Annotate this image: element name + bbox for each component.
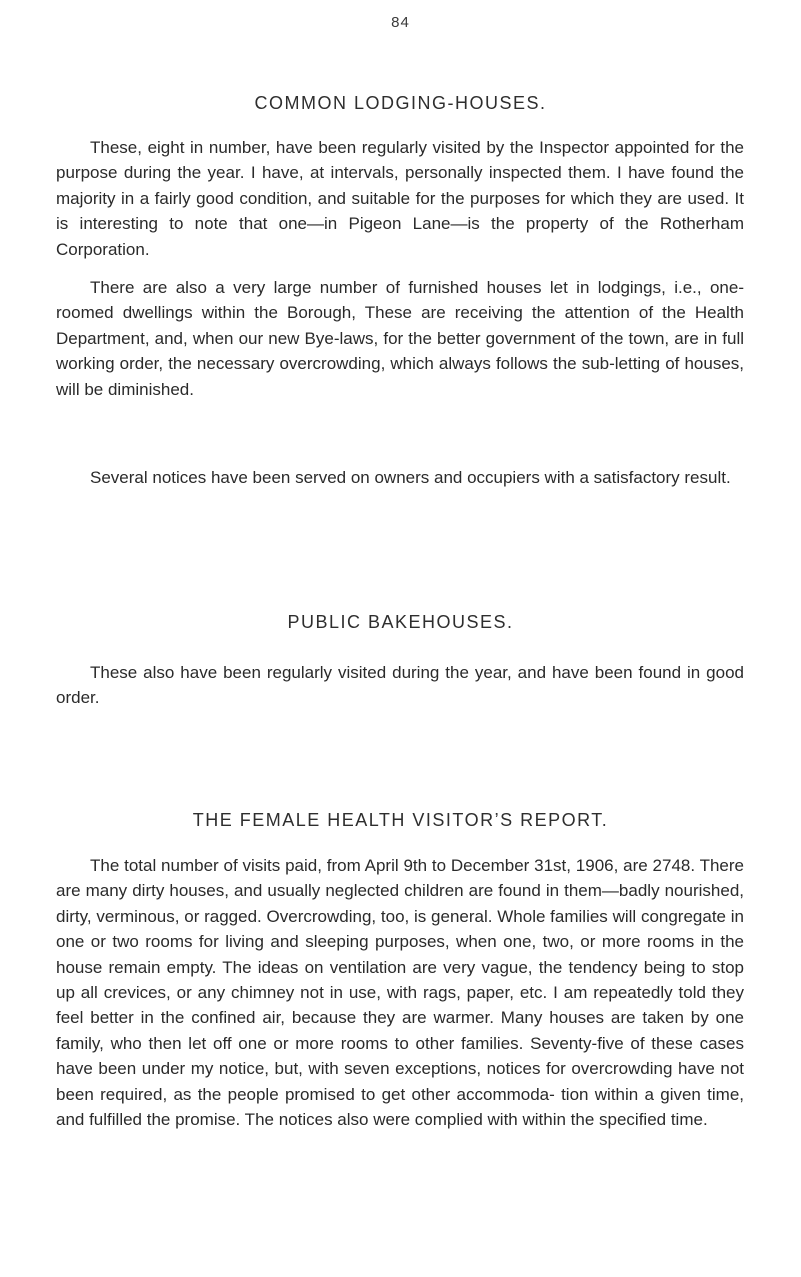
paragraph-bakehouses: These also have been regularly visited during the year, and have been found in good order. <box>56 663 744 708</box>
page-number: 84 <box>391 14 410 31</box>
section-heading-female-health-visitor-report: THE FEMALE HEALTH VISITOR’S REPORT. <box>192 810 609 830</box>
section-heading-public-bakehouses: PUBLIC BAKEHOUSES. <box>287 612 514 632</box>
paragraph-lodging-houses-inspection: These, eight in number, have been regularly visited by the Inspector appointed for the purpose during the year. I have, at intervals, personally inspected them. I have found the majority in a fairly good condition, and suitable for the purposes for which they are used. It is interesting to note that one—in Pigeon Lane—is the property of the Rotherham Corporation. <box>56 138 744 259</box>
paragraph-notices-served: Several notices have been served on owners and occupiers with a satisfactory result. <box>90 468 731 487</box>
paragraph-health-visitor-report: The total number of visits paid, from April 9th to December 31st, 1906, are 2748. There are many dirty houses, and usually neglected children are found in them—badly nourished, dirty, verminous, or ragged. Overcrowding, too, is general. Whole families will congregate in one or two rooms for living and sleeping purposes, when one, two, or more rooms in the house remain empty. The ideas on ventilation are very vague, the tendency being to stop up all crevices, or any chimney not in use, with rags, paper, etc. I am repeatedly told they feel better in the confined air, because they are warmer. Many houses are taken by one family, who then let off one or more rooms to other families. Seventy-five of these cases have been under my notice, but, with seven exceptions, notices for overcrowding have not been required, as the people promised to get other accommoda- tion within a given time, and fulfilled the promise. The notices also were complied with within the specified time. <box>56 856 744 1130</box>
paragraph-furnished-houses: There are also a very large number of furnished houses let in lodgings, i.e., one-roomed dwellings within the Borough, These are receiving the attention of the Health Department, and, when our new Bye-laws, for the better government of the town, are in full working order, the necessary overcrowding, which always follows the sub-letting of houses, will be diminished. <box>56 278 744 399</box>
section-heading-common-lodging-houses: COMMON LODGING-HOUSES. <box>254 93 547 113</box>
